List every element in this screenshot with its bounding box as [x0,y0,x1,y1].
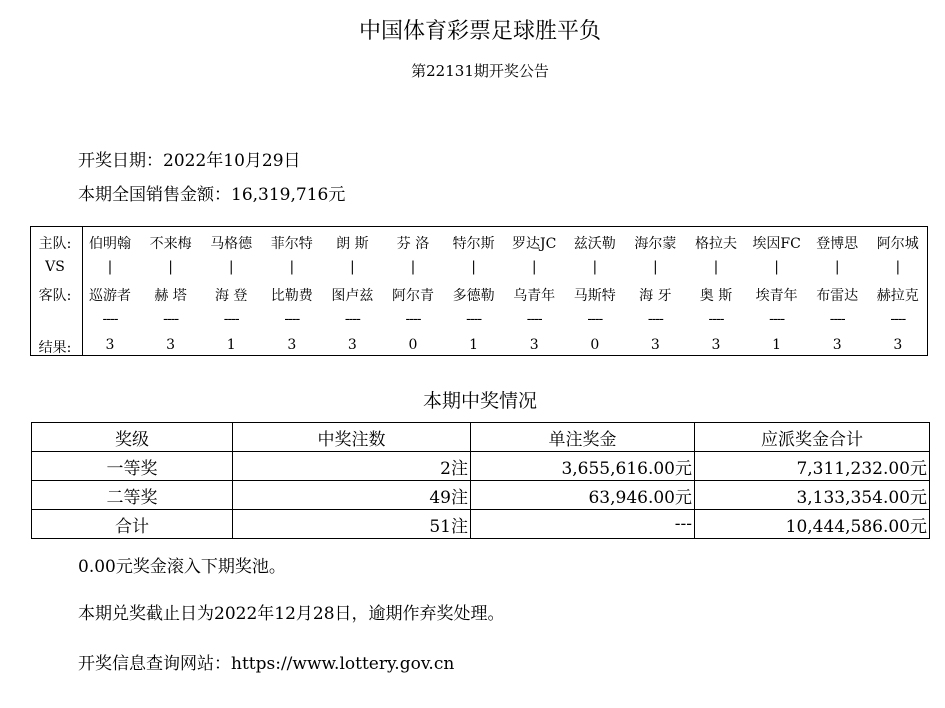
vs-separator: | [834,259,840,275]
prize-heading: 本期中奖情况 [422,390,537,412]
home-team: 伯明翰 [89,236,131,252]
home-team: 罗达JC [512,236,557,252]
single-prize: 3,655,616.00元 [471,452,695,481]
match-result: 3 [893,337,903,353]
away-team: 乌青年 [513,288,556,304]
vs-separator: | [653,259,658,275]
home-team: 埃因FC [752,236,801,252]
prize-level: 一等奖 [32,452,233,481]
winner-count: 51注 [233,510,471,539]
dash-separator: ---- [647,311,663,327]
vs-separator: | [289,259,295,275]
home-team: 海尔蒙 [634,236,677,252]
match-result: 1 [772,337,782,353]
dash-separator: ---- [344,311,360,327]
away-team: 埃青年 [755,288,798,304]
dash-separator: ---- [223,311,239,327]
page-title: 中国体育彩票足球胜平负 [358,19,601,44]
away-team: 图卢兹 [331,288,374,304]
vs-separator: | [471,259,476,275]
away-team: 阿尔青 [392,288,434,304]
dash-separator: ---- [466,311,482,327]
dash-separator: ---- [526,311,542,327]
vs-separator: | [531,259,537,275]
col-header-count: 中奖注数 [233,423,471,452]
single-prize: --- [471,510,695,539]
match-result: 0 [408,337,418,353]
match-result: 3 [105,337,115,353]
home-team: 朗 斯 [336,236,369,252]
vs-label: VS [45,259,65,275]
vs-separator: | [168,259,173,275]
prize-header-row [32,423,930,452]
col-header-total: 应派奖金合计 [695,423,930,452]
home-team: 不来梅 [149,236,192,252]
home-team: 阿尔城 [876,236,919,252]
match-result: 1 [469,337,479,353]
dash-separator: ---- [890,311,906,327]
dash-separator: ---- [769,311,785,327]
prize-level: 合计 [32,510,233,539]
home-team: 兹沃勒 [573,236,616,252]
total-prize: 3,133,354.00元 [695,481,930,510]
away-team: 巡游者 [89,288,131,304]
match-result: 3 [529,337,539,353]
away-team: 马斯特 [573,288,616,304]
winner-count: 49注 [233,481,471,510]
vs-separator: | [228,259,234,275]
away-team: 赫拉克 [876,288,919,304]
away-team: 赫 塔 [154,288,187,304]
issue-subtitle: 第22131期开奖公告 [411,62,549,80]
match-results-table [30,226,928,356]
vs-separator: | [350,259,355,275]
sales-amount: 本期全国销售金额：16,319,716元 [78,185,346,205]
dash-separator: ---- [829,311,845,327]
winner-count: 2注 [233,452,471,481]
match-result: 3 [166,337,176,353]
dash-separator: ---- [405,311,421,327]
prize-row-second [32,481,930,510]
away-label: 客队: [38,288,72,304]
dash-separator: ---- [284,311,300,327]
home-label: 主队: [38,236,72,252]
away-team: 奥 斯 [699,288,733,304]
dash-separator: ---- [163,311,179,327]
vs-separator: | [592,259,598,275]
single-prize: 63,946.00元 [471,481,695,510]
result-label: 结果: [38,340,72,356]
home-team: 芬 洛 [396,236,430,252]
prize-table [31,422,930,539]
away-team: 海 登 [214,288,248,304]
vs-separator: | [107,259,113,275]
home-team: 特尔斯 [452,236,495,252]
away-team: 比勒费 [270,288,313,304]
away-team: 海 牙 [639,288,672,304]
vs-separator: | [713,259,719,275]
match-result: 3 [832,337,842,353]
total-prize: 10,444,586.00元 [695,510,930,539]
match-result: 3 [711,337,721,353]
prize-level: 二等奖 [32,481,233,510]
away-team: 布雷达 [816,288,859,304]
dash-separator: ---- [587,311,603,327]
vs-separator: | [895,259,901,275]
col-header-single: 单注奖金 [471,423,695,452]
match-result: 1 [226,337,236,353]
dash-separator: ---- [708,311,724,327]
vs-separator: | [410,259,416,275]
match-result: 3 [287,337,297,353]
info-website: 开奖信息查询网站：https://www.lottery.gov.cn [78,654,455,674]
prize-row-total [32,510,930,539]
match-result: 3 [650,337,660,353]
vs-separator: | [774,259,779,275]
rollover-note: 0.00元奖金滚入下期奖池。 [78,557,286,577]
match-result: 3 [347,337,357,353]
draw-date: 开奖日期：2022年10月29日 [78,151,301,171]
home-team: 登博思 [816,236,859,252]
prize-row-first [32,452,930,481]
home-team: 格拉夫 [695,236,737,252]
home-team: 马格德 [210,236,253,252]
col-header-level: 奖级 [32,423,233,452]
away-team: 多德勒 [452,288,495,304]
home-team: 菲尔特 [270,236,313,252]
dash-separator: ---- [102,311,118,327]
claim-deadline: 本期兑奖截止日为2022年12月28日，逾期作弃奖处理。 [78,604,505,624]
total-prize: 7,311,232.00元 [695,452,930,481]
match-result: 0 [590,337,600,353]
